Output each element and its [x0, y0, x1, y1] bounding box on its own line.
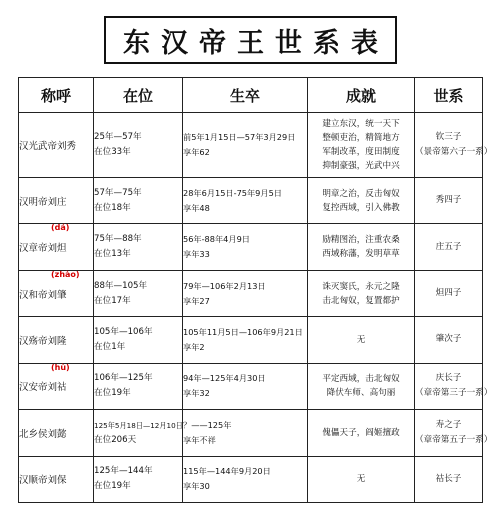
title-box — [104, 16, 397, 64]
cell-name — [19, 178, 94, 224]
cell-lineage-line: （章帝第三子一系） — [415, 388, 493, 399]
cell-achievement-line: 抑制豪强，光武中兴 — [322, 161, 400, 171]
cell-tenure-line: 88年—105年 — [94, 280, 148, 291]
pinyin-annotation: (dá) — [51, 223, 70, 233]
table-row — [19, 270, 483, 316]
pinyin-annotation: (zhào) — [51, 269, 80, 279]
cell-tenure — [94, 270, 183, 316]
cell-tenure — [94, 113, 183, 178]
cell-life-line: 享年30 — [183, 481, 210, 492]
cell-achievement-line: 明章之治，反击匈奴 — [322, 188, 400, 199]
cell-life-line: 享年33 — [183, 249, 210, 260]
cell-name — [19, 317, 94, 363]
cell-achievement-line: 平定西域，击北匈奴 — [322, 374, 400, 385]
cell-lineage-line: 祜长子 — [435, 473, 462, 484]
cell-tenure-line: 106年—125年 — [94, 373, 153, 384]
cell-lineage-line: 庆长子 — [435, 373, 462, 384]
cell-life-line: 28年6月15日-75年9月5日 — [183, 187, 282, 198]
cell-lineage — [415, 363, 493, 409]
cell-tenure — [94, 317, 183, 363]
cell-tenure-line: 125年—144年 — [94, 466, 153, 477]
cell-life-line: 115年—144年9月20日 — [183, 466, 271, 477]
cell-lineage-line: 秀四子 — [435, 195, 462, 206]
cell-tenure-line: 在位13年 — [94, 249, 131, 260]
cell-tenure — [94, 363, 183, 409]
table-row — [19, 224, 483, 270]
cell-achievement — [308, 113, 415, 178]
cell-life-line: 105年11月5日—106年9月21日 — [183, 326, 303, 337]
cell-tenure-line: 在位19年 — [94, 481, 131, 492]
cell-tenure-line: 57年—75年 — [94, 187, 142, 198]
cell-name — [19, 113, 94, 178]
cell-lineage-line: （景帝第六子一系） — [415, 147, 493, 157]
cell-life — [183, 317, 308, 363]
cell-name — [19, 410, 94, 456]
cell-name — [19, 456, 94, 502]
cell-achievement — [308, 410, 415, 456]
cell-tenure-line: 25年—57年 — [94, 132, 142, 142]
cell-life-line: 享年不祥 — [183, 434, 216, 445]
cell-life — [183, 410, 308, 456]
cell-achievement — [308, 456, 415, 502]
cell-life — [183, 224, 308, 270]
cell-life — [183, 178, 308, 224]
emperor-name: 汉安帝刘祜 — [19, 382, 67, 394]
page-title: 东汉帝王世系表 — [123, 27, 389, 59]
cell-lineage — [415, 113, 493, 178]
cell-tenure-line: 125年5月18日—12月10日 — [94, 420, 183, 430]
cell-name — [19, 270, 94, 316]
cell-achievement-line: 傀儡天子，阎姬擅政 — [322, 427, 400, 438]
cell-achievement-line: 建立东汉，统一天下 — [322, 119, 400, 129]
cell-tenure-line: 105年—106年 — [94, 326, 153, 337]
cell-life-line: 79年—106年2月13日 — [183, 280, 266, 291]
header-life: 生卒 — [183, 78, 308, 113]
cell-tenure-line: 75年—88年 — [94, 234, 142, 245]
cell-achievement-line: 无 — [356, 474, 366, 485]
header-row — [19, 78, 483, 113]
emperor-name: 汉殇帝刘隆 — [19, 335, 67, 347]
cell-tenure-line: 在位1年 — [94, 341, 126, 352]
cell-lineage-line: （章帝第五子一系） — [415, 434, 493, 445]
cell-name — [19, 224, 94, 270]
cell-life-line: 56年-88年4月9日 — [183, 234, 250, 245]
cell-name — [19, 363, 94, 409]
header-lineage: 世系 — [415, 78, 483, 113]
emperor-name: 汉和帝刘肇 — [19, 289, 67, 301]
cell-achievement-line: 励精图治，注重农桑 — [322, 235, 400, 246]
emperor-name: 汉顺帝刘保 — [19, 475, 67, 487]
table-row — [19, 456, 483, 502]
dynasty-table — [18, 77, 493, 503]
cell-life — [183, 270, 308, 316]
header-name: 称呼 — [19, 78, 94, 113]
table-row — [19, 178, 483, 224]
cell-lineage — [415, 178, 483, 224]
cell-achievement — [308, 270, 415, 316]
cell-tenure-line: 在位17年 — [94, 295, 131, 306]
header-achievement: 成就 — [308, 78, 415, 113]
cell-life — [183, 113, 308, 178]
cell-life — [183, 456, 308, 502]
cell-achievement — [308, 317, 415, 363]
cell-achievement — [308, 363, 415, 409]
cell-achievement-line: 复控西域，引入佛教 — [322, 202, 400, 213]
cell-lineage — [415, 270, 483, 316]
cell-achievement-line: 军制改革，度田制度 — [322, 147, 400, 157]
table-row — [19, 363, 483, 409]
cell-life-line: ？——125年 — [183, 419, 232, 430]
table-row — [19, 410, 483, 456]
cell-lineage — [415, 410, 493, 456]
cell-lineage — [415, 456, 483, 502]
cell-lineage-line: 庄五子 — [435, 241, 462, 252]
cell-life-line: 享年48 — [183, 202, 210, 213]
cell-lineage-line: 肇次子 — [435, 334, 462, 345]
cell-life-line: 前5年1月15日—57年3月29日 — [183, 132, 296, 142]
cell-tenure-line: 在位206天 — [94, 434, 137, 445]
pinyin-annotation: (hù) — [51, 362, 70, 372]
cell-life-line: 享年2 — [183, 341, 205, 352]
cell-achievement — [308, 224, 415, 270]
cell-tenure — [94, 178, 183, 224]
cell-tenure — [94, 224, 183, 270]
cell-tenure — [94, 410, 183, 456]
emperor-name: 汉光武帝刘秀 — [19, 141, 77, 152]
cell-achievement-line: 整顿吏治，精简地方 — [322, 133, 400, 143]
cell-achievement-line: 无 — [356, 334, 366, 345]
emperor-name: 汉明帝刘庄 — [19, 196, 67, 208]
table-row — [19, 113, 483, 178]
cell-achievement — [308, 178, 415, 224]
cell-life-line: 94年—125年4月30日 — [183, 373, 266, 384]
table-row — [19, 317, 483, 363]
cell-life-line: 享年27 — [183, 295, 210, 306]
cell-achievement-line: 击北匈奴，复置都护 — [322, 295, 400, 306]
cell-achievement-line: 诛灭窦氏，永元之隆 — [322, 281, 400, 292]
cell-achievement-line: 西域称藩，发明草草 — [322, 249, 400, 260]
emperor-name: 北乡侯刘懿 — [19, 428, 67, 440]
header-tenure: 在位 — [94, 78, 183, 113]
cell-lineage-line: 钦三子 — [435, 132, 462, 142]
cell-lineage-line: 炟四子 — [435, 288, 462, 299]
cell-life — [183, 363, 308, 409]
cell-life-line: 享年62 — [183, 147, 210, 157]
cell-achievement-line: 降伏车师、高句丽 — [326, 388, 396, 399]
cell-lineage-line: 寿之子 — [435, 419, 462, 430]
cell-life-line: 享年32 — [183, 388, 210, 399]
cell-tenure-line: 在位19年 — [94, 388, 131, 399]
emperor-name: 汉章帝刘炟 — [19, 243, 67, 255]
cell-lineage — [415, 224, 483, 270]
cell-lineage — [415, 317, 483, 363]
cell-tenure — [94, 456, 183, 502]
cell-tenure-line: 在位18年 — [94, 202, 131, 213]
cell-tenure-line: 在位33年 — [94, 147, 131, 157]
